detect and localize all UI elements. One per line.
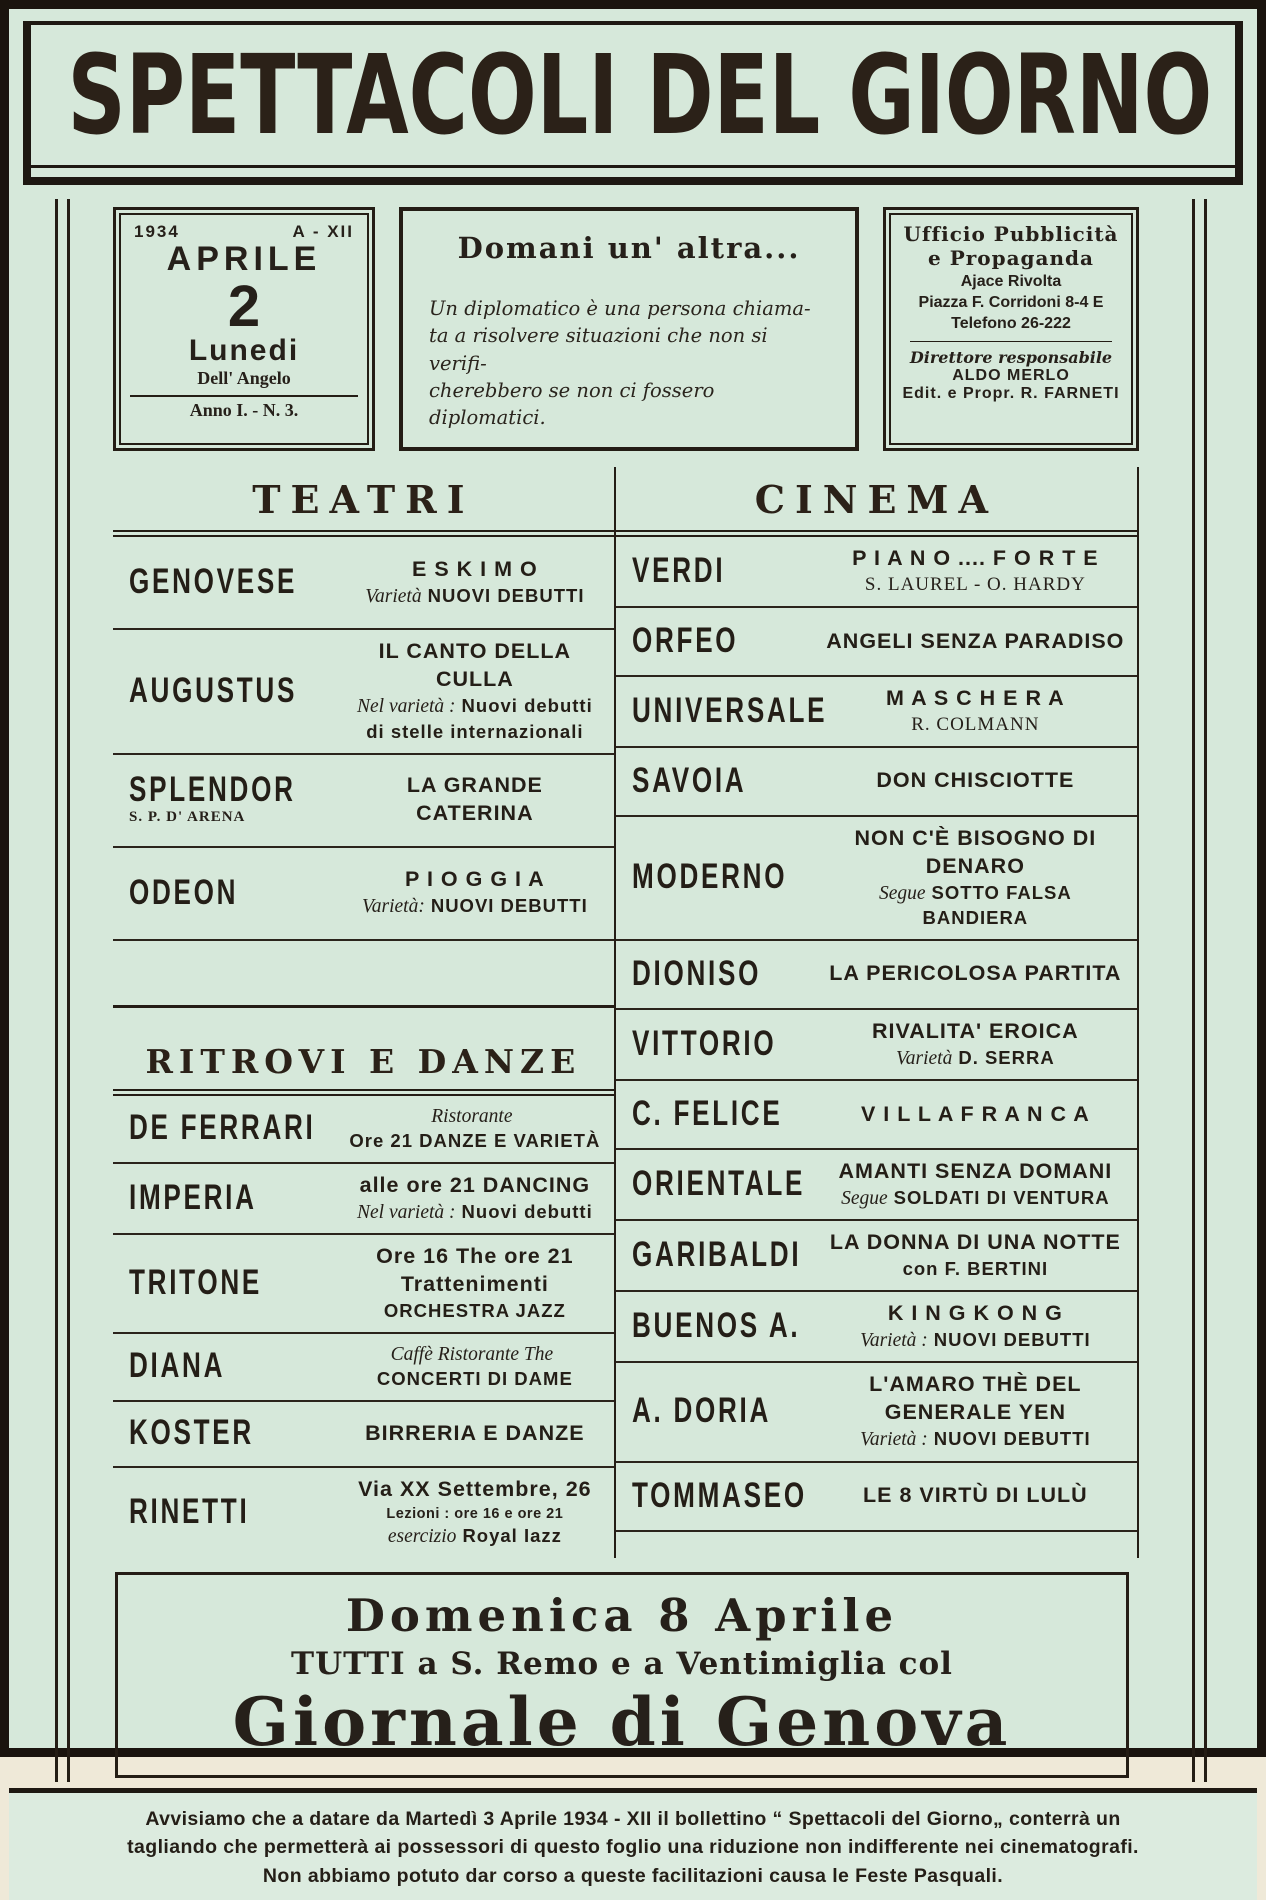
show-title: RIVALITA' EROICA <box>872 1018 1079 1043</box>
listing-row <box>113 1402 614 1468</box>
masthead-rule <box>31 165 1235 185</box>
show-info <box>822 1101 1129 1129</box>
venue-cell <box>121 872 344 912</box>
listing-row <box>616 1221 1137 1292</box>
listing-row <box>616 1463 1137 1532</box>
show-line <box>826 1158 1125 1186</box>
show-line <box>348 720 602 745</box>
date-top <box>130 220 358 242</box>
listing-row <box>616 608 1137 677</box>
show-line <box>826 1257 1125 1282</box>
venue-cell <box>624 551 822 591</box>
venue-name: VITTORIO <box>631 1024 777 1064</box>
show-info <box>344 638 606 744</box>
listing-row <box>113 755 614 848</box>
show-line <box>348 1342 602 1367</box>
show-note-italic: Nel varietà : <box>356 696 456 718</box>
show-line <box>348 638 602 694</box>
venue-subtitle: S. P. D' ARENA <box>129 809 246 825</box>
venue-name: TOMMASEO <box>631 1475 807 1515</box>
show-line <box>348 1243 602 1299</box>
content-inner <box>113 185 1139 1788</box>
show-info <box>822 1158 1129 1211</box>
show-line <box>348 1504 602 1525</box>
show-line <box>348 772 602 828</box>
director-label: Direttore responsabile <box>909 348 1113 367</box>
show-line <box>348 1129 602 1154</box>
publicity-phone: Telefono 26-222 <box>951 315 1071 332</box>
footer-line-2: tagliando che permetterà ai possessori di questo foglio una riduzione non indifferente nei cinematografi. <box>127 1836 1139 1859</box>
show-title: Ore 21 DANZE E VARIETÀ <box>349 1129 601 1151</box>
venue-cell <box>121 1346 344 1386</box>
show-info <box>344 772 606 828</box>
show-title: SOTTO FALSA BANDIERA <box>922 881 1072 928</box>
show-info <box>822 1229 1129 1282</box>
show-info <box>822 545 1129 598</box>
show-title: P I A N O .... F O R T E <box>852 546 1099 571</box>
listing-row <box>113 848 614 941</box>
show-note-italic: Varietà <box>895 1047 953 1069</box>
venue-cell <box>624 954 822 994</box>
show-info <box>344 1172 606 1225</box>
show-title: NUOVI DEBUTTI <box>933 1328 1091 1350</box>
footer-line-1: Avvisiamo che a datare da Martedì 3 Aprile 1934 - XII il bollettino “ Spettacoli del Giorno„ conterrà un <box>145 1808 1121 1831</box>
show-line <box>348 1172 602 1200</box>
show-line <box>348 1299 602 1324</box>
show-title: P I O G G I A <box>405 867 545 892</box>
listing-row <box>616 1150 1137 1221</box>
listing-row <box>616 537 1137 608</box>
venue-name: ORIENTALE <box>631 1164 805 1204</box>
date-year: 1934 <box>134 222 180 241</box>
info-row <box>113 207 1139 451</box>
venue-name: GENOVESE <box>129 562 298 602</box>
show-line <box>348 1524 602 1549</box>
show-note-italic: Nel varietà : <box>356 1201 456 1223</box>
venue-name: DE FERRARI <box>129 1108 316 1148</box>
show-line <box>826 1229 1125 1257</box>
show-title: LA PERICOLOSA PARTITA <box>829 961 1122 986</box>
show-title: NUOVI DEBUTTI <box>430 895 588 917</box>
listing-row <box>616 1363 1137 1462</box>
show-line <box>826 573 1125 598</box>
cinema-heading: CINEMA <box>616 467 1137 537</box>
show-title: NUOVI DEBUTTI <box>427 585 585 607</box>
teaser-line-3: cherebbero se non ci fossero diplomatici. <box>429 378 715 430</box>
show-line <box>826 1186 1125 1211</box>
teaser-line-2: ta a risolvere situazioni che non si verifi- <box>429 324 768 375</box>
show-info <box>822 628 1129 656</box>
date-era: A - XII <box>292 222 354 241</box>
teaser-line-1: Un diplomatico è una persona chiama- <box>429 297 811 320</box>
show-line <box>826 960 1125 988</box>
listing-row <box>616 748 1137 817</box>
venue-cell <box>624 1024 822 1064</box>
page-title <box>31 32 1235 165</box>
listing-row <box>113 1096 614 1164</box>
show-line <box>348 1476 602 1504</box>
venue-name: GARIBALDI <box>631 1235 802 1275</box>
venue-cell <box>121 1413 344 1453</box>
show-title: con F. BERTINI <box>902 1258 1049 1280</box>
teatri-column <box>113 467 616 1557</box>
editor-name: Edit. e Propr. R. FARNETI <box>902 385 1120 402</box>
show-line <box>826 1482 1125 1510</box>
show-info <box>344 866 606 919</box>
show-title: D. SERRA <box>958 1046 1055 1068</box>
show-title: ORCHESTRA JAZZ <box>383 1299 566 1321</box>
show-note-italic: Varietà : <box>860 1329 928 1351</box>
banner-line-1: Domenica 8 Aprile <box>345 1588 899 1642</box>
show-cast: R. COLMANN <box>911 714 1040 736</box>
listing-row <box>616 1292 1137 1363</box>
show-line <box>348 1104 602 1129</box>
show-title: M A S C H E R A <box>886 686 1065 711</box>
ritrovi-rows <box>113 1096 614 1558</box>
teatri-rows <box>113 537 614 940</box>
show-line <box>826 825 1125 881</box>
promo-banner <box>115 1572 1129 1778</box>
show-info <box>822 1300 1129 1353</box>
venue-name: KOSTER <box>129 1413 254 1453</box>
show-line <box>826 628 1125 656</box>
show-info <box>822 767 1129 795</box>
listing-row <box>113 1235 614 1334</box>
section-divider <box>113 941 614 1008</box>
venue-name: ORFEO <box>631 621 739 661</box>
show-title: BIRRERIA E DANZE <box>365 1420 585 1445</box>
show-line <box>826 881 1125 931</box>
show-line <box>348 894 602 919</box>
listing-row <box>113 1164 614 1235</box>
venue-name: VERDI <box>631 551 726 591</box>
right-rule <box>1192 199 1207 1782</box>
show-title: AMANTI SENZA DOMANI <box>838 1159 1113 1184</box>
venue-name: UNIVERSALE <box>631 691 827 731</box>
show-line <box>348 1420 602 1448</box>
date-saint: Dell' Angelo <box>197 368 291 389</box>
listing-row <box>616 1010 1137 1081</box>
listing-row <box>616 941 1137 1010</box>
teaser-box <box>399 207 859 451</box>
venue-name: ODEON <box>129 872 239 912</box>
venue-name: RINETTI <box>129 1492 250 1532</box>
venue-name: BUENOS A. <box>631 1306 801 1346</box>
issue-number: Anno I. - N. 3. <box>130 395 358 421</box>
venue-name: IMPERIA <box>129 1178 257 1218</box>
venue-cell <box>624 857 822 897</box>
show-note-italic: Varietà <box>365 586 422 608</box>
date-box <box>113 207 375 451</box>
date-weekday: Lunedi <box>188 334 300 368</box>
show-info <box>822 960 1129 988</box>
show-title: Nuovi debutti <box>461 695 593 717</box>
listing-row <box>616 677 1137 748</box>
show-line <box>826 1427 1125 1452</box>
show-note-italic: Caffè Ristorante The <box>390 1343 554 1365</box>
listings-columns <box>113 467 1139 1557</box>
publicity-agent: Ajace Rivolta <box>960 273 1062 290</box>
cinema-column <box>616 467 1139 1557</box>
publicity-divider <box>910 341 1112 342</box>
venue-name: C. FELICE <box>631 1094 783 1134</box>
show-title: LE 8 VIRTÙ DI LULÙ <box>863 1483 1088 1508</box>
venue-cell <box>624 1164 822 1204</box>
show-title: IL CANTO DELLA CULLA <box>378 639 572 692</box>
show-line <box>826 1018 1125 1046</box>
venue-cell <box>624 1235 822 1275</box>
show-note-italic: Ristorante <box>431 1105 513 1127</box>
show-line <box>826 545 1125 573</box>
show-title: alle ore 21 DANCING <box>359 1172 591 1197</box>
venue-cell <box>624 1391 822 1431</box>
show-line <box>826 767 1125 795</box>
masthead <box>23 21 1243 185</box>
venue-name: DIANA <box>129 1346 226 1386</box>
show-line <box>826 1101 1125 1129</box>
show-line <box>348 1200 602 1225</box>
show-title: CONCERTI DI DAME <box>376 1367 573 1389</box>
listing-row <box>113 1334 614 1402</box>
show-title: ANGELI SENZA PARADISO <box>826 628 1125 653</box>
show-line <box>348 584 602 609</box>
show-title: E S K I M O <box>412 557 538 582</box>
listing-row <box>113 1468 614 1558</box>
teaser-body <box>429 295 829 431</box>
venue-name: DIONISO <box>631 954 761 994</box>
show-title: LA DONNA DI UNA NOTTE <box>829 1230 1121 1255</box>
ritrovi-heading: RITROVI E DANZE <box>113 1032 614 1096</box>
show-title: NON C'È BISOGNO DI DENARO <box>854 825 1097 878</box>
venue-cell <box>624 1094 822 1134</box>
show-info <box>344 1420 606 1448</box>
show-note-italic: Varietà: <box>362 896 425 918</box>
show-title: Nuovi debutti <box>461 1200 593 1222</box>
listing-row <box>113 537 614 630</box>
show-title: K I N G K O N G <box>887 1301 1063 1326</box>
show-line <box>348 866 602 894</box>
show-info <box>344 1243 606 1324</box>
show-line <box>826 713 1125 738</box>
footer-notice <box>9 1788 1257 1900</box>
date-day: 2 <box>227 274 261 339</box>
venue-cell <box>121 1492 344 1532</box>
banner-line-2: TUTTI a S. Remo e a Ventimiglia col <box>291 1645 953 1682</box>
show-title: di stelle internazionali <box>366 720 584 742</box>
left-rule <box>55 199 70 1782</box>
banner-line-3: Giornale di Genova <box>232 1682 1012 1761</box>
publicity-title-1: Ufficio Pubblicità <box>903 222 1119 246</box>
venue-name: TRITONE <box>129 1263 262 1303</box>
show-cast: S. LAUREL - O. HARDY <box>864 574 1086 596</box>
cinema-empty-space <box>616 1532 1137 1558</box>
show-info <box>822 1018 1129 1071</box>
cinema-rows <box>616 537 1137 1531</box>
venue-cell <box>121 1178 344 1218</box>
show-line <box>826 1300 1125 1328</box>
show-info <box>344 556 606 609</box>
venue-name: SAVOIA <box>631 761 747 801</box>
show-info <box>822 1482 1129 1510</box>
show-note-italic: Varietà : <box>860 1429 928 1451</box>
show-info <box>822 825 1129 931</box>
teaser-title: Domani un' altra... <box>457 231 801 265</box>
venue-cell <box>121 562 344 602</box>
venue-cell <box>624 621 822 661</box>
show-title: Ore 16 The ore 21 Trattenimenti <box>376 1243 574 1296</box>
show-line <box>348 694 602 719</box>
show-info <box>344 1104 606 1154</box>
venue-cell <box>121 1108 344 1148</box>
venue-cell <box>121 1263 344 1303</box>
publicity-title-2: e Propaganda <box>928 246 1094 270</box>
publicity-address: Piazza F. Corridoni 8-4 E <box>918 294 1104 311</box>
show-title: NUOVI DEBUTTI <box>933 1428 1091 1450</box>
venue-name: SPLENDOR <box>129 770 296 810</box>
teatri-heading: TEATRI <box>113 467 614 537</box>
venue-cell <box>624 691 827 731</box>
show-info <box>344 1342 606 1392</box>
venue-cell <box>624 1306 822 1346</box>
show-note-italic: Segue <box>878 882 926 904</box>
show-detail: Lezioni : ore 16 e ore 21 <box>386 1505 564 1522</box>
show-title: Royal Iazz <box>462 1525 562 1547</box>
show-line <box>826 685 1125 713</box>
show-title: SOLDATI DI VENTURA <box>893 1186 1110 1208</box>
show-line <box>348 556 602 584</box>
show-note-italic: esercizio <box>387 1526 457 1548</box>
content-area <box>9 185 1257 1788</box>
show-info <box>822 1371 1129 1452</box>
date-month: APRILE <box>166 240 322 278</box>
venue-cell <box>624 761 822 801</box>
show-title: LA GRANDE CATERINA <box>406 773 543 825</box>
venue-cell <box>624 1475 822 1515</box>
director-name: ALDO MERLO <box>952 367 1070 384</box>
footer-line-3: Non abbiamo potuto dar corso a queste facilitazioni causa le Feste Pasquali. <box>262 1864 1004 1887</box>
show-info <box>822 685 1129 738</box>
venue-name: AUGUSTUS <box>129 671 298 711</box>
listing-row <box>616 817 1137 941</box>
venue-cell <box>121 770 344 826</box>
page-title-text: SPETTACOLI DEL GIORNO <box>67 32 1213 161</box>
show-title: L'AMARO THÈ DEL GENERALE YEN <box>869 1372 1082 1425</box>
listing-row <box>113 630 614 754</box>
show-line <box>348 1367 602 1392</box>
venue-name: A. DORIA <box>631 1391 771 1431</box>
venue-name: MODERNO <box>631 857 787 897</box>
listing-row <box>616 1081 1137 1150</box>
publicity-box <box>883 207 1139 451</box>
show-line <box>826 1371 1125 1427</box>
show-title: Via XX Settembre, 26 <box>358 1476 592 1501</box>
show-title: V I L L A F R A N C A <box>860 1101 1090 1126</box>
show-note-italic: Segue <box>841 1187 888 1209</box>
venue-cell <box>121 671 344 711</box>
show-line <box>826 1046 1125 1071</box>
show-title: DON CHISCIOTTE <box>876 768 1075 793</box>
show-line <box>826 1328 1125 1353</box>
show-info <box>344 1476 606 1550</box>
